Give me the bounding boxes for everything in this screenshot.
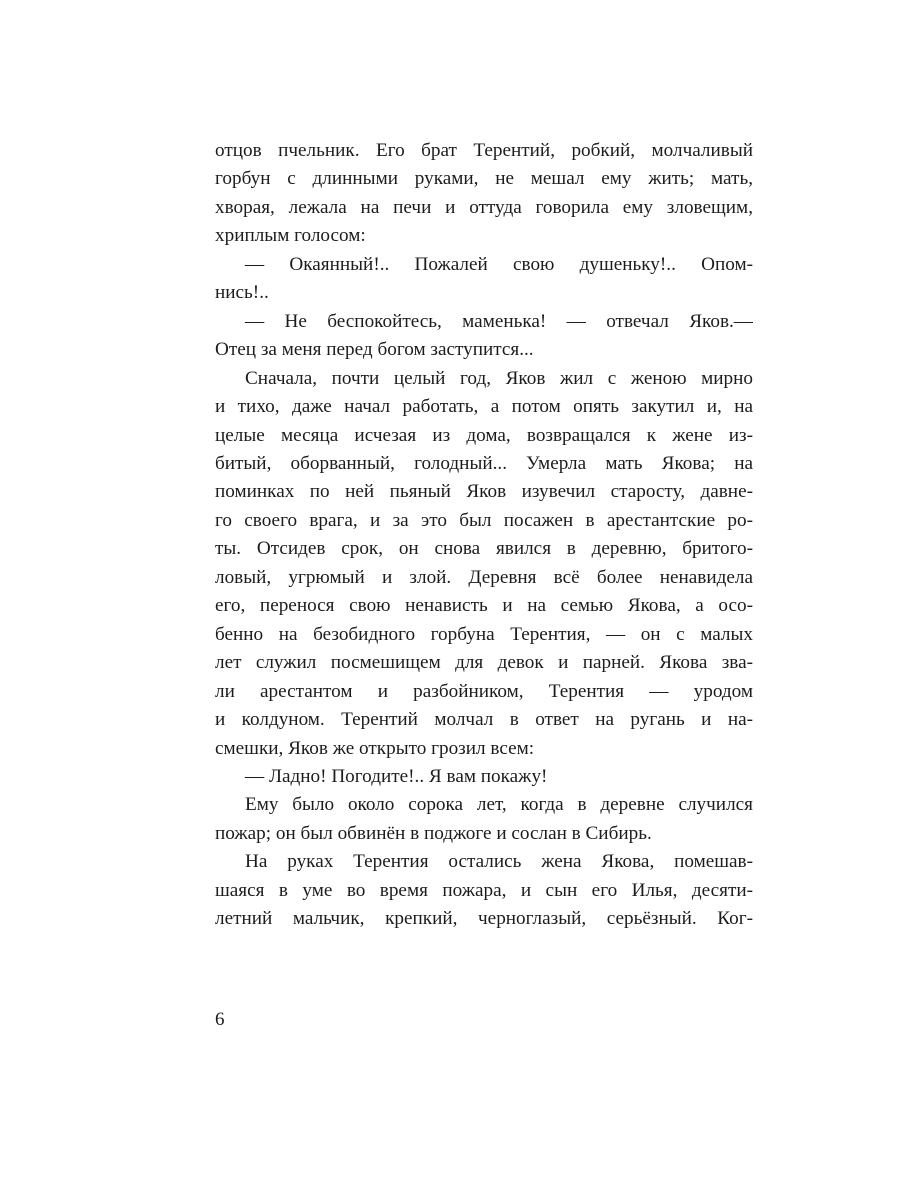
text-line: горбун с длинными руками, не мешал ему жить; мать, [215, 168, 753, 190]
text-line: хриплым голосом: [215, 225, 366, 247]
text-line: смешки, Яков же открыто грозил всем: [215, 737, 535, 759]
text-line: Ему было около сорока лет, когда в деревне случился [245, 794, 753, 816]
text-line: нись!.. [215, 282, 269, 304]
text-line: Сначала, почти целый год, Яков жил с женою мирно [245, 367, 753, 389]
text-line: целые месяца исчезая из дома, возвращался к жене из- [215, 424, 753, 446]
page-number: 6 [215, 1009, 225, 1030]
text-line: его, перенося свою ненависть и на семью Якова, а осо- [215, 595, 753, 617]
text-line: и колдуном. Терентий молчал в ответ на ругань и на- [215, 709, 753, 731]
text-line: Отец за меня перед богом заступится... [215, 339, 534, 361]
text-line: бенно на безобидного горбуна Терентия, — он с малых [215, 623, 753, 645]
text-line: го своего врага, и за это был посажен в арестантские ро- [215, 509, 753, 531]
text-line: На руках Терентия остались жена Якова, помешав- [245, 851, 753, 873]
text-line: — Окаянный!.. Пожалей свою душеньку!.. Опом- [245, 253, 753, 275]
text-line: — Ладно! Погодите!.. Я вам покажу! [245, 765, 548, 787]
text-line: ли арестантом и разбойником, Терентия — уродом [215, 680, 753, 702]
text-line: летний мальчик, крепкий, черноглазый, серьёзный. Ког- [215, 908, 753, 930]
text-line: хворая, лежала на печи и оттуда говорила ему зловещим, [215, 196, 753, 218]
text-line: шаяся в уме во время пожара, и сын его Илья, десяти- [215, 879, 753, 901]
text-line: ловый, угрюмый и злой. Деревня всё более ненавидела [215, 566, 753, 588]
text-line: и тихо, даже начал работать, а потом опять закутил и, на [215, 396, 753, 418]
text-line: поминках по ней пьяный Яков изувечил старосту, давне- [215, 481, 753, 503]
text-line: лет служил посмешищем для девок и парней. Якова зва- [215, 652, 753, 674]
text-block [215, 137, 753, 934]
text-line: битый, оборванный, голодный... Умерла мать Якова; на [215, 452, 753, 474]
text-line: — Не беспокойтесь, маменька! — отвечал Яков.— [245, 310, 753, 332]
text-line: отцов пчельник. Его брат Терентий, робкий, молчаливый [215, 140, 753, 161]
text-line: пожар; он был обвинён в поджоге и сослан в Сибирь. [215, 822, 652, 844]
text-line: ты. Отсидев срок, он снова явился в деревню, бритого- [215, 538, 753, 560]
